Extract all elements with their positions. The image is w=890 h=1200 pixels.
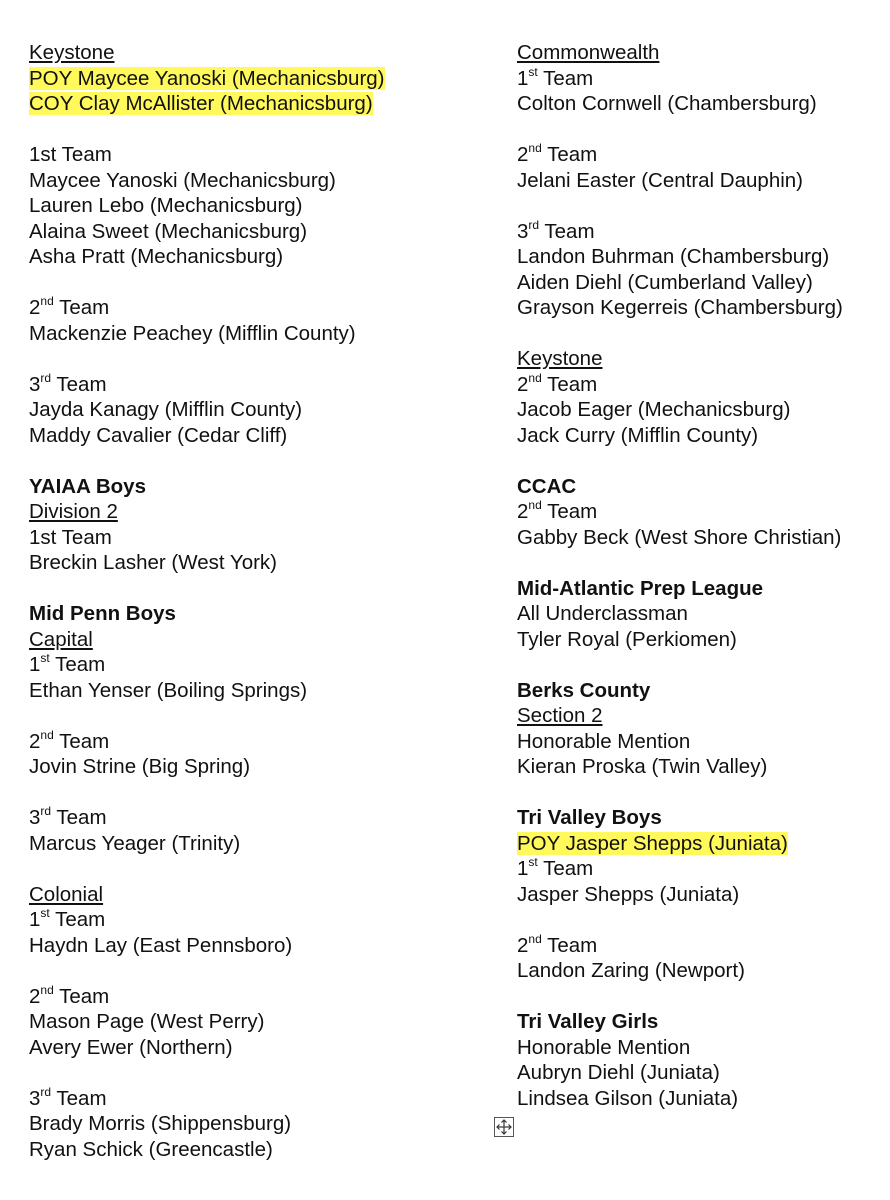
section-heading-colonial [29,882,469,908]
player-entry [29,550,469,576]
team-label [517,66,887,92]
team-number: 3 [29,1086,41,1110]
entry-text: Aiden Diehl (Cumberland Valley) [517,270,813,294]
team-label [29,729,469,755]
team-label-text: 1st Team [29,525,112,549]
blank-line [29,856,469,882]
player-entry [517,397,887,423]
league-title-text: Mid-Atlantic Prep League [517,576,764,600]
player-entry [517,882,887,908]
team-label [517,142,887,168]
league-title-text: Tri Valley Girls [517,1010,659,1033]
ordinal-suffix: rd [40,1084,52,1099]
entry-text: Asha Pratt (Mechanicsburg) [29,245,284,268]
blank-line [29,1060,469,1086]
league-title-berks-county [517,678,887,704]
player-entry [517,270,887,296]
award-highlight [29,66,469,92]
blank-line [517,117,887,143]
team-number: 2 [29,984,41,1008]
ordinal-suffix: rd [40,370,52,385]
team-word: Team [51,1086,107,1110]
entry-text: Gabby Beck (West Shore Christian) [517,525,842,549]
section-heading-text: Capital [29,627,93,651]
award-text: POY Jasper Shepps (Juniata) [517,831,788,855]
team-word: Team [537,66,594,90]
team-label [29,295,469,321]
team-label [517,372,887,398]
section-heading-text: Division 2 [29,500,118,523]
team-number: 2 [517,500,529,523]
entry-text: Maddy Cavalier (Cedar Cliff) [29,423,288,447]
ordinal-suffix: nd [40,727,54,742]
player-entry [29,1009,469,1035]
team-word: Team [53,729,110,753]
section-heading-section-2 [517,703,887,729]
team-number: 2 [517,143,529,166]
entry-text: Jelani Easter (Central Dauphin) [517,168,803,192]
player-entry [29,244,469,270]
team-word: Team [541,143,598,166]
section-heading-commonwealth [517,40,887,66]
entry-text: Marcus Yeager (Trinity) [29,831,241,855]
entry-text: Jasper Shepps (Juniata) [517,882,740,906]
entry-text: Alaina Sweet (Mechanicsburg) [29,219,308,243]
player-entry [29,933,469,959]
entry-text: Haydn Lay (East Pennsboro) [29,933,293,957]
ordinal-suffix: nd [528,370,542,385]
entry-text: Colton Cornwell (Chambersburg) [517,92,817,115]
blank-line [517,193,887,219]
player-entry [29,219,469,245]
team-label [29,142,469,168]
blank-line [29,703,469,729]
team-word: Team [537,857,594,880]
player-entry [517,295,887,321]
blank-line [29,958,469,984]
blank-line [517,652,887,678]
team-word: Team [53,984,110,1008]
ordinal-suffix: rd [40,804,52,819]
blank-line [517,550,887,576]
league-title-yaiaa-boys [29,474,469,500]
player-entry [517,1086,887,1112]
ordinal-suffix: st [40,906,50,921]
entry-text: Jovin Strine (Big Spring) [29,755,251,778]
team-label [517,219,887,245]
player-entry [29,678,469,704]
team-label [29,372,469,398]
section-heading-capital [29,627,469,653]
team-word: Team [51,372,107,396]
team-label [29,907,469,933]
player-entry [29,1137,469,1163]
ordinal-suffix: rd [528,217,540,232]
player-entry [29,193,469,219]
blank-line [517,984,887,1010]
team-label [517,499,887,525]
team-number: 2 [29,729,41,753]
player-entry [517,958,887,984]
player-entry [517,168,887,194]
player-entry [29,168,469,194]
player-entry [517,423,887,449]
entry-text: Jack Curry (Mifflin County) [517,423,759,447]
entry-text: Lauren Lebo (Mechanicsburg) [29,194,303,217]
team-number: 1 [29,653,41,676]
blank-line [29,780,469,806]
league-title-text: Mid Penn Boys [29,602,176,625]
entry-text: Ethan Yenser (Boiling Springs) [29,678,308,702]
player-entry [517,729,887,755]
team-word: Team [49,908,106,931]
blank-line [29,576,469,602]
blank-line [517,321,887,347]
entry-text: Honorable Mention [517,1035,691,1059]
section-heading-text: Colonial [29,882,104,906]
team-word: Team [49,653,106,676]
player-entry [517,754,887,780]
team-word: Team [539,219,595,243]
ordinal-suffix: nd [528,141,542,156]
team-word: Team [51,806,107,829]
league-title-text: Tri Valley Boys [517,806,662,829]
entry-text: Landon Zaring (Newport) [517,959,745,982]
team-number: 1 [517,66,529,90]
team-number: 3 [29,806,41,829]
team-label [517,933,887,959]
ordinal-suffix: st [40,651,50,666]
ordinal-suffix: nd [528,931,542,946]
team-word: Team [541,372,598,396]
team-word: Team [541,500,598,523]
team-number: 1 [29,908,41,931]
entry-text: Mason Page (West Perry) [29,1010,265,1033]
left-column [29,40,469,1162]
ordinal-suffix: nd [40,982,54,997]
player-entry [517,1060,887,1086]
league-title-mid-atlantic-prep-league [517,576,887,602]
entry-text: Jacob Eager (Mechanicsburg) [517,398,791,421]
team-number: 3 [517,219,529,243]
team-number: 3 [29,372,41,396]
team-label-text: 1st Team [29,143,112,166]
entry-text: Kieran Proska (Twin Valley) [517,755,768,778]
player-entry [517,627,887,653]
team-number: 2 [517,933,529,957]
award-highlight [517,831,887,857]
entry-text: Jayda Kanagy (Mifflin County) [29,398,303,421]
team-number: 1 [517,857,529,880]
player-entry [29,831,469,857]
ordinal-suffix: nd [40,294,54,309]
league-title-mid-penn-boys [29,601,469,627]
move-handle-icon[interactable] [494,1117,514,1137]
team-word: Team [541,933,598,957]
player-entry [29,754,469,780]
ordinal-suffix: nd [528,498,542,513]
team-word: Team [53,296,110,319]
blank-line [517,780,887,806]
team-label [29,984,469,1010]
team-label [29,1086,469,1112]
player-entry [517,91,887,117]
section-heading-division-2 [29,499,469,525]
section-heading-keystone [29,40,469,66]
team-label [29,652,469,678]
entry-text: Mackenzie Peachey (Mifflin County) [29,321,356,345]
player-entry [517,601,887,627]
league-title-text: YAIAA Boys [29,474,146,498]
entry-text: Landon Buhrman (Chambersburg) [517,245,830,268]
player-entry [29,1035,469,1061]
entry-text: Brady Morris (Shippensburg) [29,1112,292,1135]
blank-line [517,448,887,474]
entry-text: Ryan Schick (Greencastle) [29,1137,273,1161]
league-title-text: Berks County [517,678,651,702]
award-text: POY Maycee Yanoski (Mechanicsburg) [29,66,385,90]
right-column [517,40,887,1111]
entry-text: Avery Ewer (Northern) [29,1035,233,1059]
section-heading-keystone [517,346,887,372]
team-label [29,525,469,551]
team-label [517,856,887,882]
league-title-text: CCAC [517,474,577,498]
ordinal-suffix: st [528,855,538,870]
section-heading-text: Commonwealth [517,41,660,64]
player-entry [29,397,469,423]
award-text: COY Clay McAllister (Mechanicsburg) [29,92,373,115]
section-heading-text: Keystone [29,41,115,64]
entry-text: Breckin Lasher (West York) [29,551,278,574]
blank-line [517,907,887,933]
team-number: 2 [29,296,41,319]
player-entry [517,1035,887,1061]
blank-line [29,346,469,372]
entry-text: Grayson Kegerreis (Chambersburg) [517,296,843,319]
ordinal-suffix: st [528,64,538,79]
award-highlight [29,91,469,117]
entry-text: Lindsea Gilson (Juniata) [517,1086,739,1110]
league-title-tri-valley-girls [517,1009,887,1035]
blank-line [29,270,469,296]
player-entry [517,525,887,551]
team-number: 2 [517,372,529,396]
player-entry [29,1111,469,1137]
league-title-ccac [517,474,887,500]
entry-text: Maycee Yanoski (Mechanicsburg) [29,168,336,192]
league-title-tri-valley-boys [517,805,887,831]
entry-text: Honorable Mention [517,729,691,753]
player-entry [29,423,469,449]
player-entry [29,321,469,347]
team-label [29,805,469,831]
entry-text: Aubryn Diehl (Juniata) [517,1061,720,1084]
blank-line [29,117,469,143]
player-entry [517,244,887,270]
entry-text: Tyler Royal (Perkiomen) [517,627,737,651]
entry-text: All Underclassman [517,602,688,625]
section-heading-text: Section 2 [517,704,603,727]
section-heading-text: Keystone [517,347,603,370]
blank-line [29,448,469,474]
